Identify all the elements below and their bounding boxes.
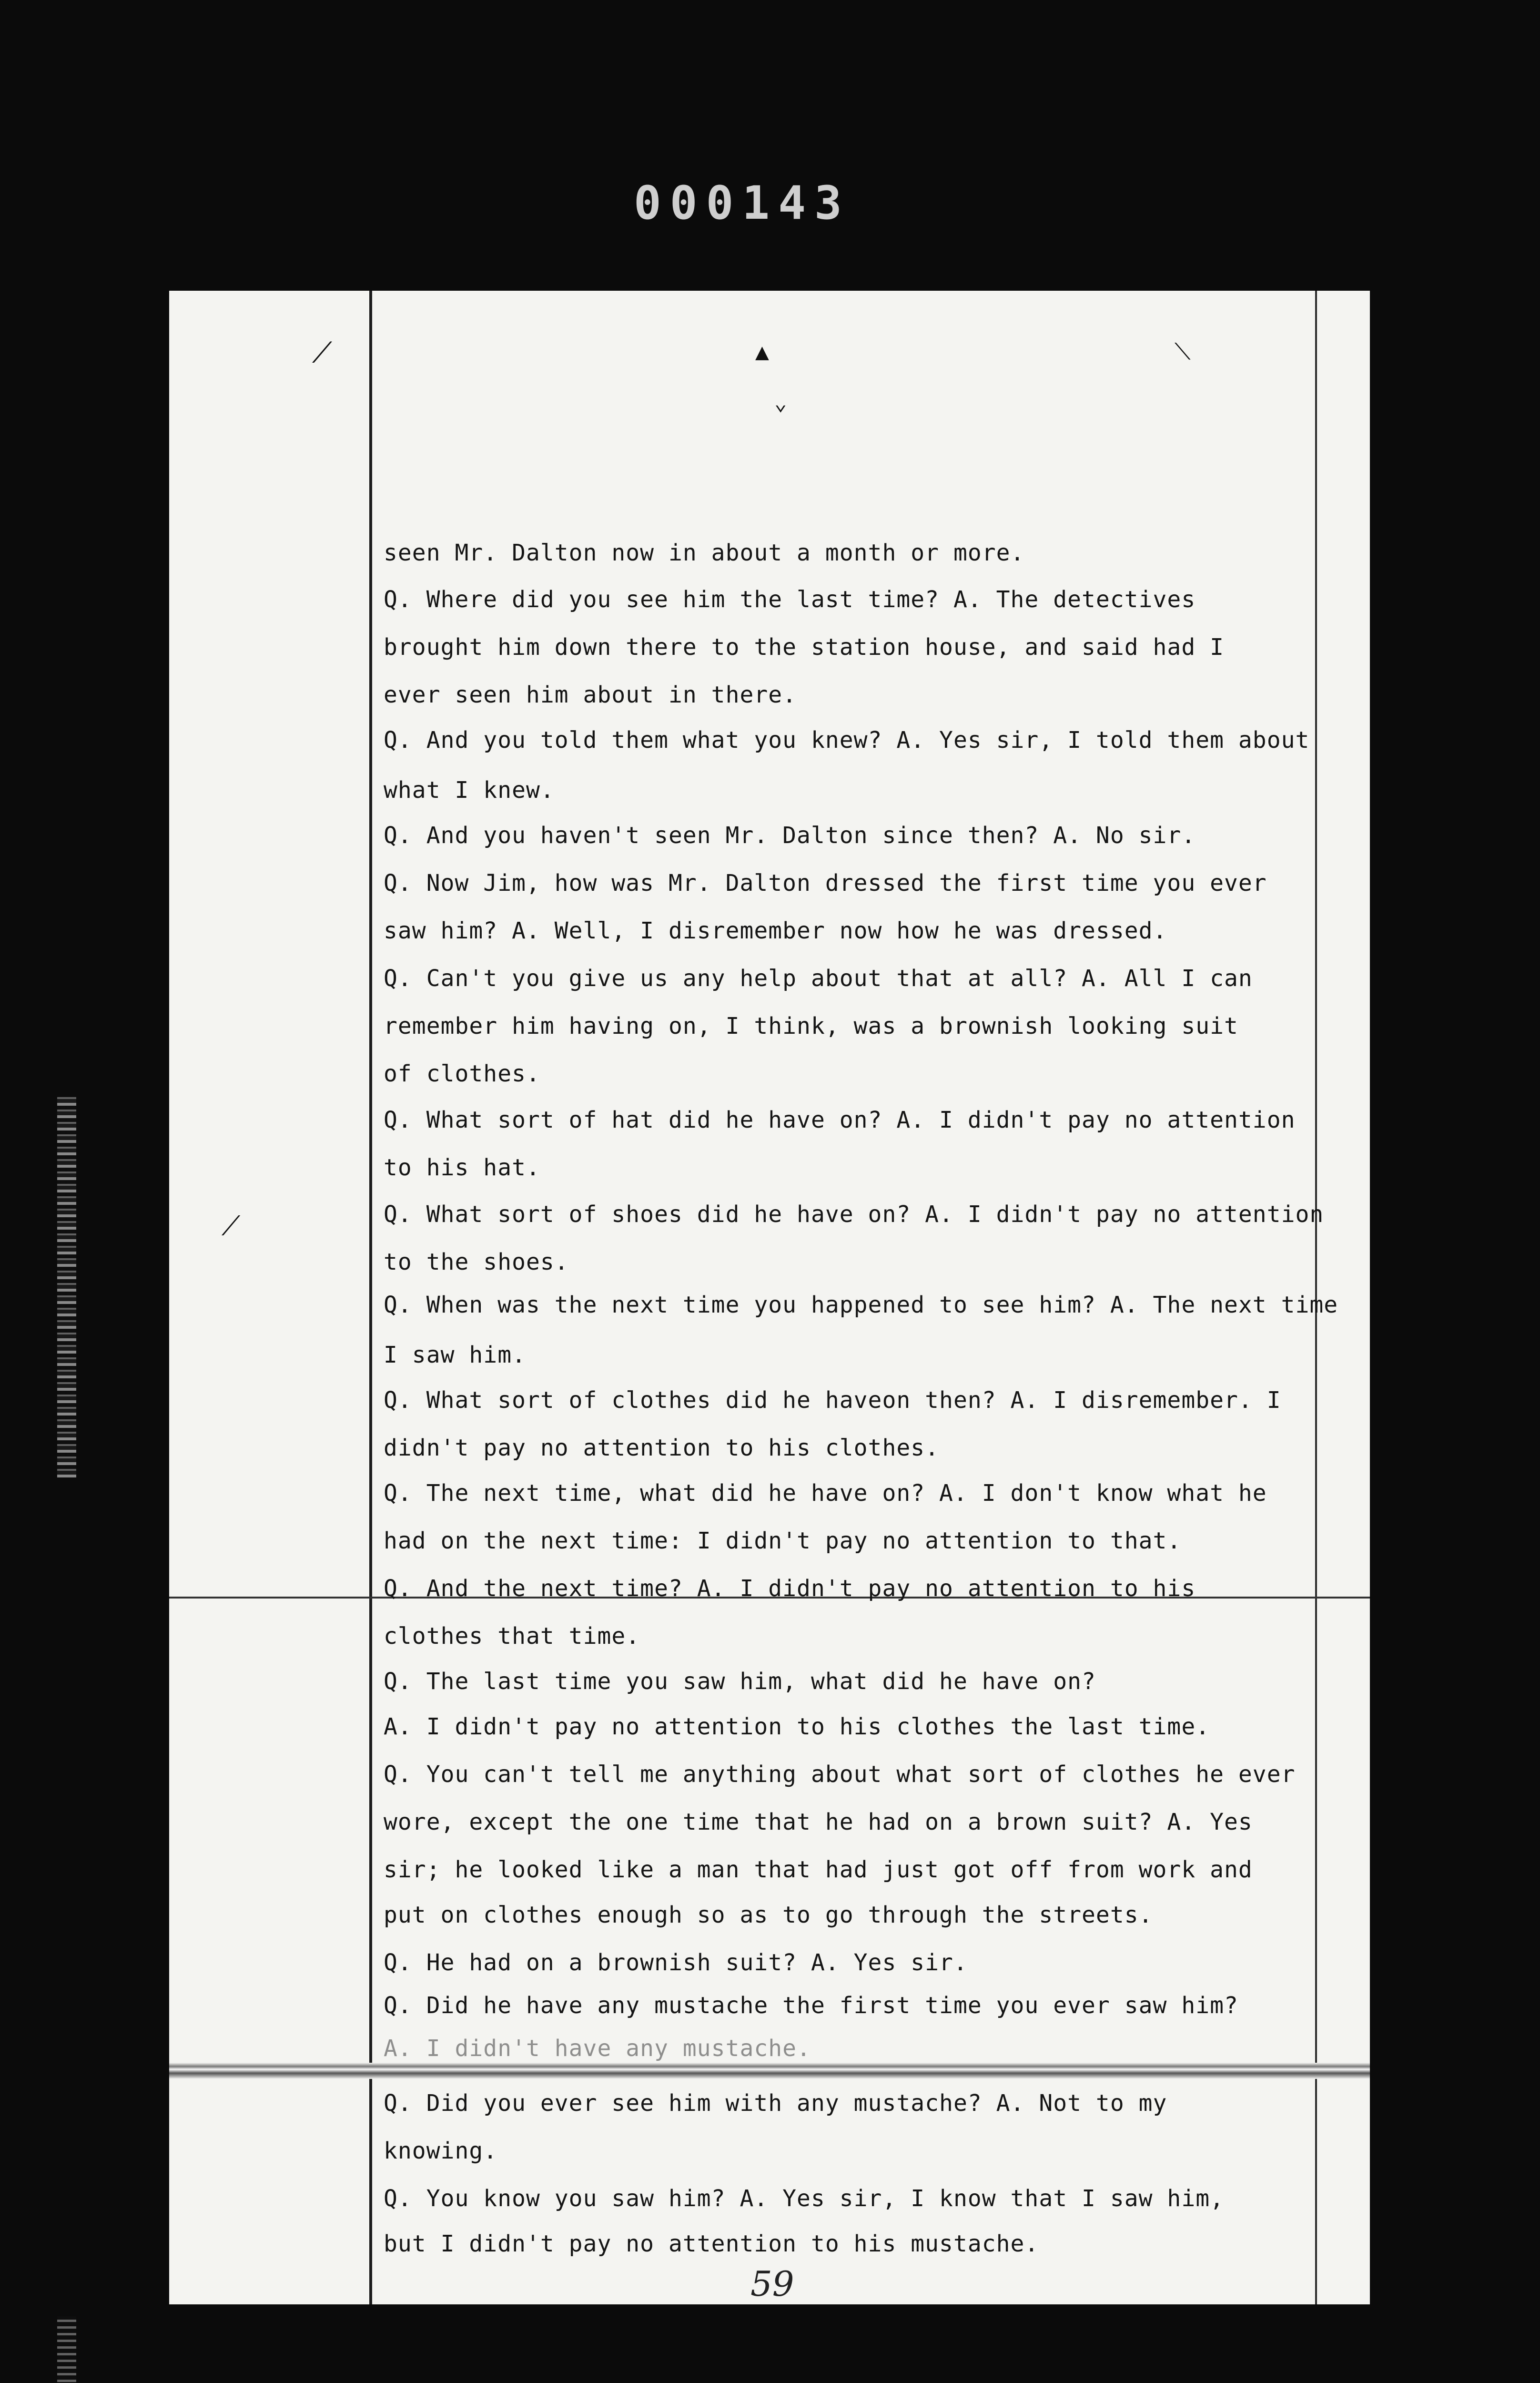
transcript-line: saw him? A. Well, I disremember now how he was dressed. bbox=[384, 917, 1167, 944]
film-edge-strip-lower bbox=[57, 2316, 76, 2383]
transcript-line: sir; he looked like a man that had just got off from work and bbox=[384, 1856, 1253, 1883]
archive-stamp-number: 000143 bbox=[634, 176, 851, 230]
transcript-line: Q. The last time you saw him, what did he have on? bbox=[384, 1668, 1096, 1695]
transcript-line: remember him having on, I think, was a brownish looking suit bbox=[384, 1013, 1238, 1039]
handwritten-page-number: 59 bbox=[750, 2264, 794, 2304]
transcript-line: Q. Now Jim, how was Mr. Dalton dressed the first time you ever bbox=[384, 870, 1267, 896]
pen-mark: ▲ bbox=[755, 338, 769, 365]
transcript-line: Q. Did he have any mustache the first time you ever saw him? bbox=[384, 1992, 1238, 2019]
transcript-line: Q. What sort of shoes did he have on? A. I didn't pay no attention bbox=[384, 1201, 1324, 1228]
transcript-line: Q. What sort of clothes did he haveon then? A. I disremember. I bbox=[384, 1387, 1281, 1414]
transcript-line: but I didn't pay no attention to his mustache. bbox=[384, 2230, 1039, 2257]
transcript-line: wore, except the one time that he had on a brown suit? A. Yes bbox=[384, 1809, 1253, 1835]
transcript-line: A. I didn't pay no attention to his clothes the last time. bbox=[384, 1713, 1210, 1740]
film-edge-strip bbox=[57, 1096, 76, 1477]
transcript-line: had on the next time: I didn't pay no attention to that. bbox=[384, 1528, 1182, 1554]
transcript-line: put on clothes enough so as to go through the streets. bbox=[384, 1902, 1153, 1928]
transcript-line: to the shoes. bbox=[384, 1249, 569, 1275]
pen-mark: ⟋ bbox=[222, 1211, 241, 1242]
transcript-line: clothes that time. bbox=[384, 1623, 640, 1650]
transcript-line-obscured: A. I didn't have any mustache. bbox=[384, 2035, 811, 2062]
transcript-line: ever seen him about in there. bbox=[384, 682, 797, 708]
pen-mark: ⟋ bbox=[312, 336, 332, 369]
transcript-line: Q. And you haven't seen Mr. Dalton since then? A. No sir. bbox=[384, 822, 1196, 849]
transcript-line: Q. Where did you see him the last time? A. The detectives bbox=[384, 586, 1196, 613]
transcript-line: Q. And you told them what you knew? A. Yes sir, I told them about bbox=[384, 727, 1310, 754]
pen-mark: ⌄ bbox=[774, 391, 787, 415]
tear-damage bbox=[169, 2063, 1370, 2079]
transcript-line: Q. When was the next time you happened to see him? A. The next time bbox=[384, 1292, 1338, 1318]
transcript-line: didn't pay no attention to his clothes. bbox=[384, 1435, 940, 1461]
transcript-line: I saw him. bbox=[384, 1342, 526, 1368]
left-margin-rule bbox=[369, 291, 372, 2304]
transcript-line: brought him down there to the station house, and said had I bbox=[384, 634, 1225, 661]
transcript-line: Q. What sort of hat did he have on? A. I didn't pay no attention bbox=[384, 1107, 1296, 1133]
transcript-line: knowing. bbox=[384, 2138, 498, 2164]
transcript-line: Q. The next time, what did he have on? A. I don't know what he bbox=[384, 1480, 1267, 1507]
transcript-line: Q. And the next time? A. I didn't pay no attention to his bbox=[384, 1575, 1196, 1602]
transcript-line: Q. You know you saw him? A. Yes sir, I know that I saw him, bbox=[384, 2185, 1225, 2212]
transcript-line: Q. Can't you give us any help about that at all? A. All I can bbox=[384, 965, 1253, 992]
transcript-page bbox=[169, 291, 1370, 2304]
transcript-line: of clothes. bbox=[384, 1060, 540, 1087]
transcript-line: Q. He had on a brownish suit? A. Yes sir. bbox=[384, 1949, 968, 1976]
transcript-line: Q. You can't tell me anything about what sort of clothes he ever bbox=[384, 1761, 1296, 1788]
transcript-line: to his hat. bbox=[384, 1154, 540, 1181]
transcript-line: Q. Did you ever see him with any mustache? A. Not to my bbox=[384, 2090, 1167, 2117]
pen-mark: ⟍ bbox=[1175, 338, 1191, 365]
transcript-line: seen Mr. Dalton now in about a month or more. bbox=[384, 540, 1025, 566]
transcript-line: what I knew. bbox=[384, 777, 555, 804]
